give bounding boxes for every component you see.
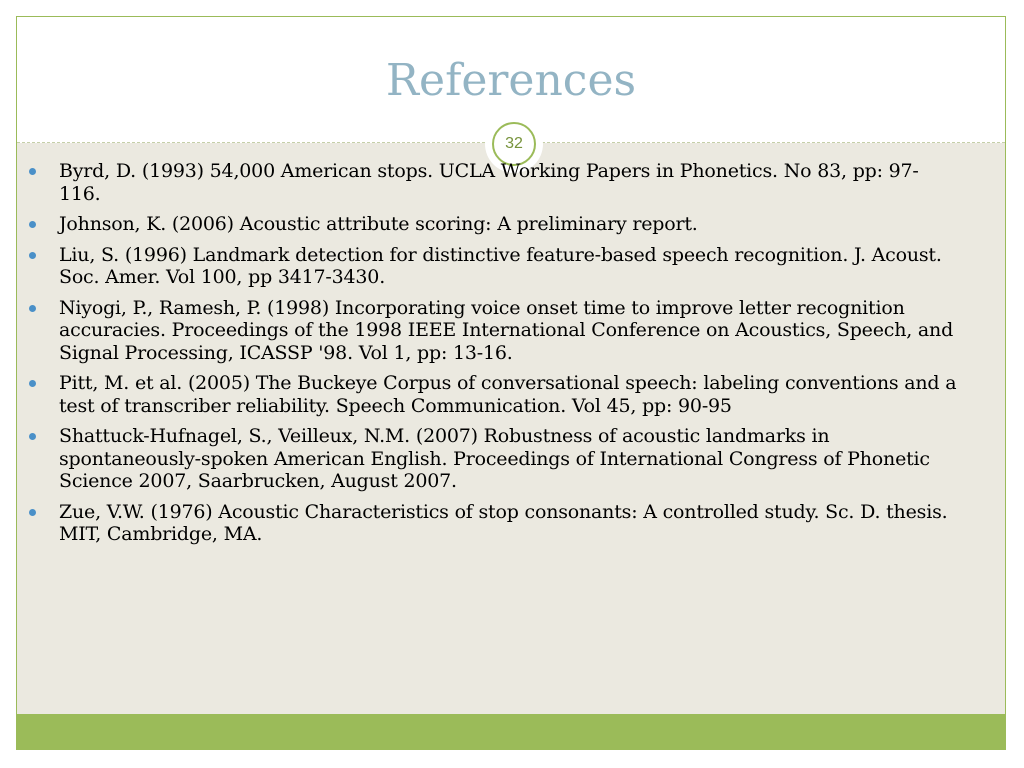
bullet-icon [29,433,36,440]
reference-item [27,244,957,289]
slide-number: 32 [492,122,536,166]
reference-text: Shattuck-Hufnagel, S., Veilleux, N.M. (2007) Robustness of acoustic landmarks in spontaneously-spoken American English. Proceedings of International Congress of Phonetic Science 2007, Saarbrucken, August 2007. [59,425,930,492]
reference-text: Liu, S. (1996) Landmark detection for distinctive feature-based speech recognition. J. Acoust. Soc. Amer. Vol 100, pp 3417-3430. [59,243,942,288]
reference-text: Zue, V.W. (1976) Acoustic Characteristics of stop consonants: A controlled study. Sc. D. thesis. MIT, Cambridge, MA. [59,500,948,545]
bullet-icon [29,305,36,312]
reference-item [27,160,957,205]
reference-list [27,160,957,554]
reference-text: Johnson, K. (2006) Acoustic attribute scoring: A preliminary report. [59,213,698,235]
reference-text: Niyogi, P., Ramesh, P. (1998) Incorporating voice onset time to improve letter recognition accuracies. Proceedings of the 1998 IEEE International Conference on Acoustics, Speech, and Signal Processing, ICASSP '98. Vol 1, pp: 13-16. [59,296,954,364]
reference-item [27,425,957,493]
reference-text: Byrd, D. (1993) 54,000 American stops. UCLA Working Papers in Phonetics. No 83, pp: 97-116. [59,160,919,205]
reference-text: Pitt, M. et al. (2005) The Buckeye Corpus of conversational speech: labeling conventions and a test of transcriber reliability. Speech Communication. Vol 45, pp: 90-95 [59,372,957,417]
bullet-icon [29,509,36,516]
bullet-icon [29,380,36,387]
bullet-icon [29,221,36,228]
footer-bar [17,714,1005,749]
bullet-icon [29,168,36,175]
reference-item [27,372,957,417]
reference-item [27,297,957,365]
slide-title: References [385,55,637,106]
reference-item [27,213,957,236]
bullet-icon [29,252,36,259]
reference-item [27,501,957,546]
